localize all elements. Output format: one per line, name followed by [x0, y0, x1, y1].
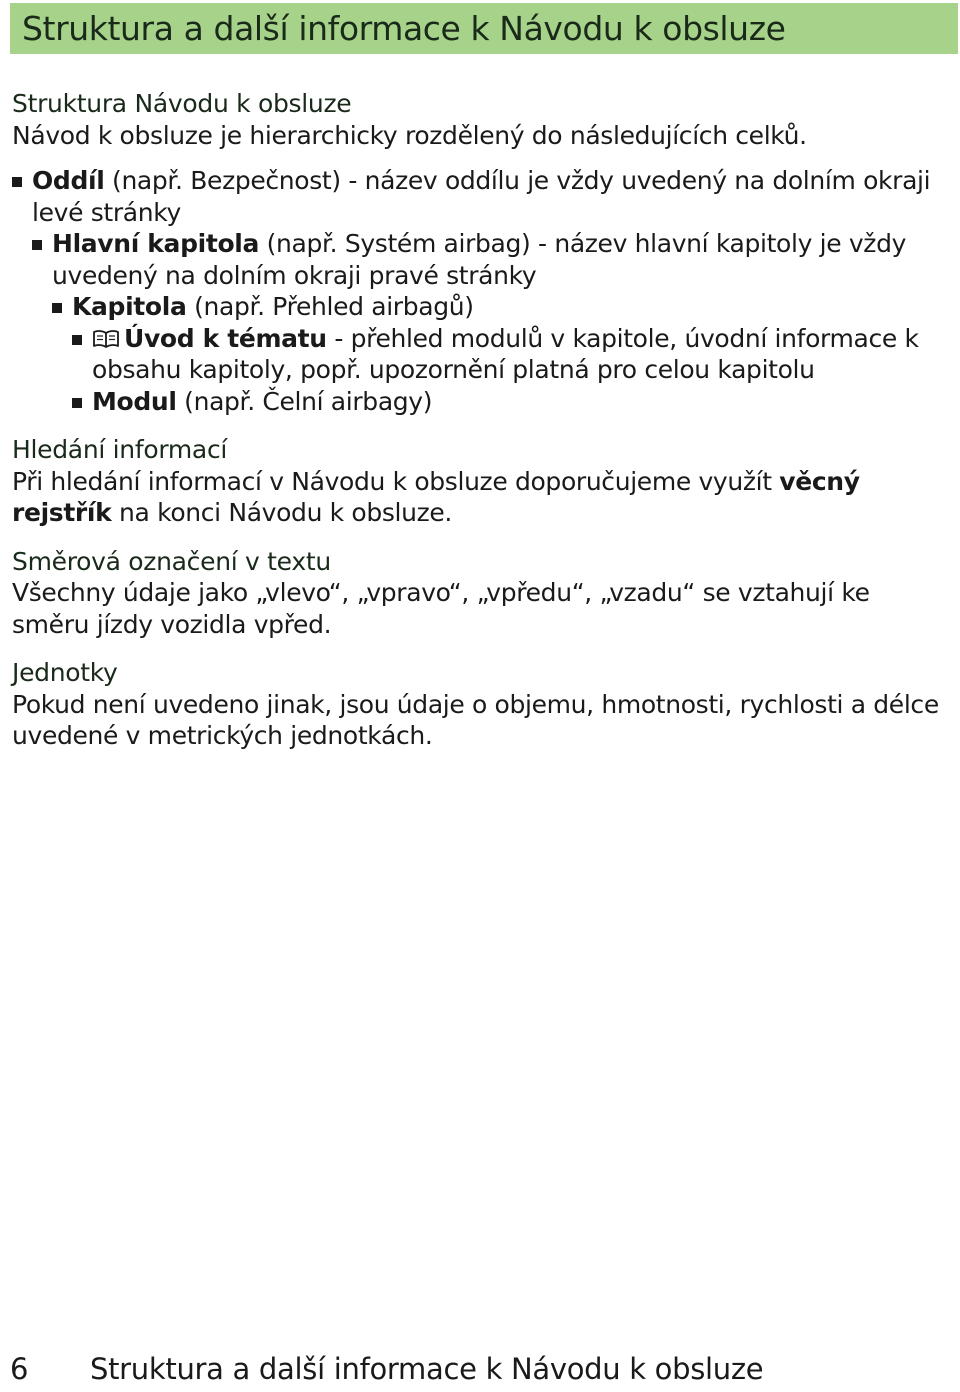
list-item-text: (např. Přehled airbagů) — [186, 292, 474, 321]
main-content — [12, 88, 952, 769]
directions-section — [12, 546, 952, 641]
structure-intro: Návod k obsluze je hierarchicky rozdělený do následujících celků. — [12, 120, 807, 150]
page-title: Struktura a další informace k Návodu k obsluze — [22, 9, 786, 48]
list-item-label: Modul — [92, 386, 177, 416]
search-section — [12, 434, 952, 529]
list-item — [12, 291, 952, 323]
search-text-bold: věcný rejstřík — [12, 466, 860, 527]
list-item-label: Kapitola — [72, 292, 187, 321]
footer-title: Struktura a další informace k Návodu k obsluze — [90, 1352, 764, 1386]
list-item-text: (např. Čelní airbagy) — [176, 386, 433, 416]
section-banner — [10, 3, 958, 54]
search-paragraph — [12, 466, 952, 529]
directions-heading: Směrová označení v textu — [12, 546, 331, 576]
list-item — [12, 165, 952, 228]
search-text-before: Při hledání informací v Návodu k obsluze doporučujeme využít — [12, 466, 780, 496]
book-icon — [92, 329, 120, 349]
page-footer — [10, 1352, 763, 1386]
search-text-after: na konci Návodu k obsluze. — [111, 498, 453, 527]
bullet-square — [32, 240, 42, 250]
units-section — [12, 657, 952, 752]
bullet-square — [72, 398, 82, 408]
structure-heading: Struktura Návodu k obsluze — [12, 89, 352, 118]
structure-section — [12, 88, 952, 417]
bullet-square — [72, 335, 82, 345]
list-item-text: - přehled modulů v kapitole, úvodní informace k obsahu kapitoly, popř. upozornění platná pro celou kapitolu — [92, 323, 919, 384]
list-item — [12, 323, 952, 386]
list-item-label: Hlavní kapitola — [52, 229, 260, 258]
list-item — [12, 386, 952, 418]
search-heading: Hledání informací — [12, 435, 228, 464]
directions-paragraph: Všechny údaje jako „vlevo“, „vpravo“, „vpředu“, „vzadu“ se vztahují ke směru jízdy vozidla vpřed. — [12, 578, 870, 639]
list-item-text: (např. Systém airbag) - název hlavní kapitoly je vždy uvedený na dolním okraji pravé stránky — [52, 229, 907, 290]
bullet-square — [52, 303, 62, 313]
page-number: 6 — [10, 1352, 29, 1386]
list-item — [12, 228, 952, 291]
bullet-square — [12, 177, 22, 187]
structure-list — [12, 165, 952, 417]
units-heading: Jednotky — [12, 658, 118, 687]
units-paragraph: Pokud není uvedeno jinak, jsou údaje o objemu, hmotnosti, rychlosti a délce uvedené v metrických jednotkách. — [12, 689, 939, 750]
list-item-label: Úvod k tématu — [124, 323, 327, 353]
list-item-text: (např. Bezpečnost) - název oddílu je vždy uvedený na dolním okraji levé stránky — [32, 166, 931, 227]
list-item-label: Oddíl — [32, 166, 105, 195]
